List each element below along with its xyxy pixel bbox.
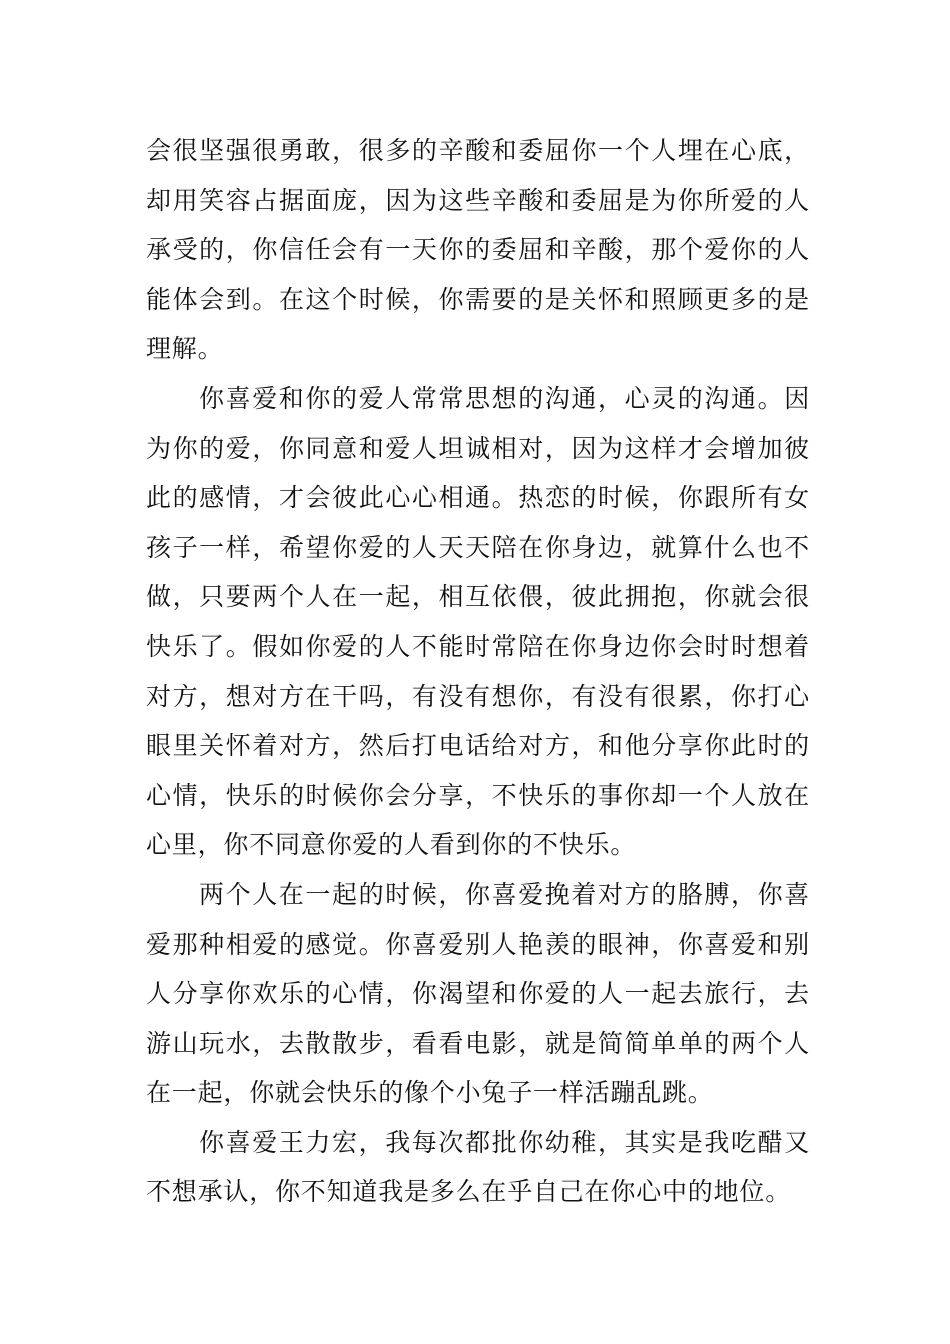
paragraph-3: 两个人在一起的时候，你喜爱挽着对方的胳膊，你喜爱那种相爱的感觉。你喜爱别人艳羡的眼神，你喜爱和别人分享你欢乐的心情，你渴望和你爱的人一起去旅行，去游山玩水，去散散步，看看电影，就是简简单单的两个人在一起，你就会快乐的像个小兔子一样活蹦乱跳。	[146, 879, 810, 1108]
paragraph-2: 你喜爱和你的爱人常常思想的沟通，心灵的沟通。因为你的爱，你同意和爱人坦诚相对，因为这样才会增加彼此的感情，才会彼此心心相通。热恋的时候，你跟所有女孩子一样，希望你爱的人天天陪在你身边，就算什么也不做，只要两个人在一起，相互依偎，彼此拥抱，你就会很快乐了。假如你爱的人不能时常陪在你身边你会时时想着对方，想对方在干吗，有没有想你，有没有很累，你打心眼里关怀着对方，然后打电话给对方，和他分享你此时的心情，快乐的时候你会分享，不快乐的事你却一个人放在心里，你不同意你爱的人看到你的不快乐。	[146, 383, 810, 860]
paragraph-4: 你喜爱王力宏，我每次都批你幼稚，其实是我吃醋又不想承认，你不知道我是多么在乎自己在你心中的地位。	[146, 1127, 810, 1207]
paragraph-1: 会很坚强很勇敢，很多的辛酸和委屈你一个人埋在心底，却用笑容占据面庞，因为这些辛酸和委屈是为你所爱的人承受的，你信任会有一天你的委屈和辛酸，那个爱你的人能体会到。在这个时候，你需要的是关怀和照顾更多的是理解。	[146, 136, 810, 364]
document-page	[146, 126, 810, 1217]
